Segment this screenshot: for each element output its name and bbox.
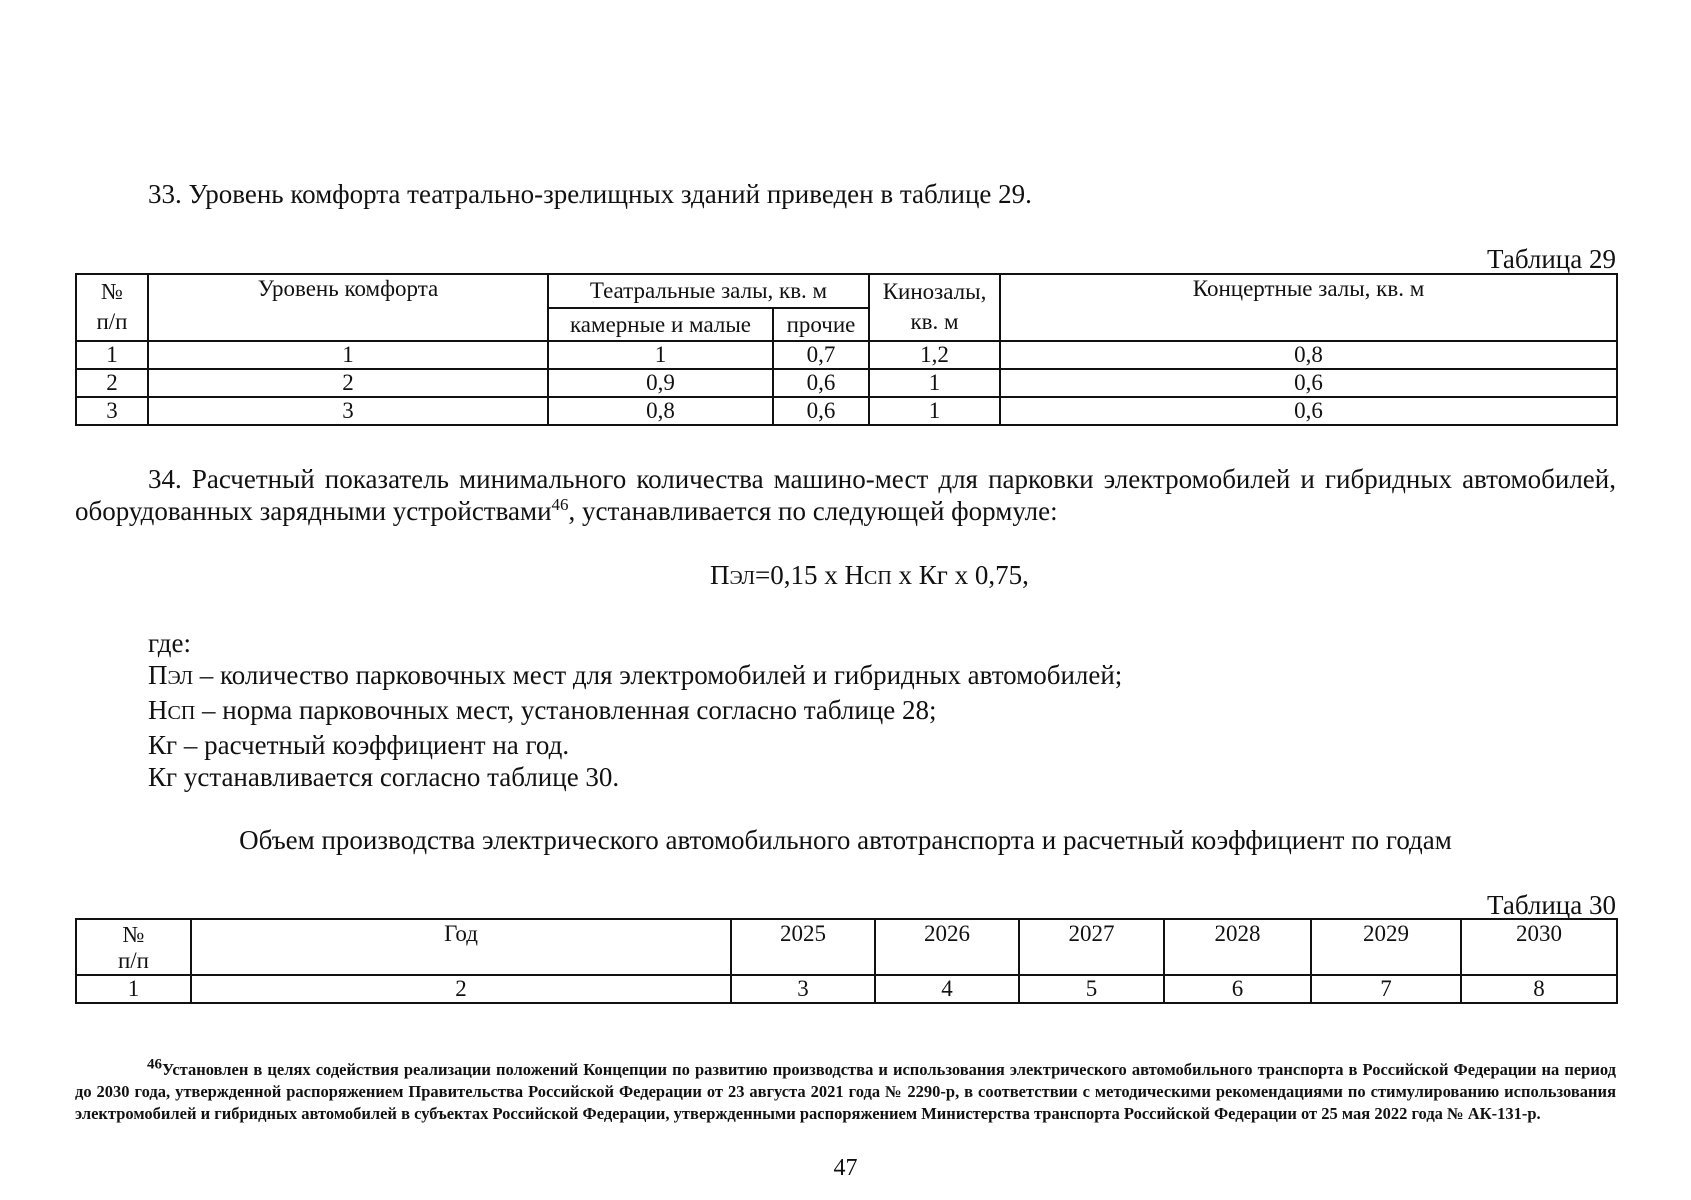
t30-cell: 5 (1019, 975, 1164, 1003)
formula-p: П (710, 560, 730, 590)
table-30-caption: Таблица 30 (1487, 890, 1616, 920)
footnote-ref-46[interactable]: 46 (551, 495, 569, 514)
t30-header-num (76, 919, 191, 975)
definitions-block (148, 627, 1598, 793)
t30-header-2030: 2030 (1461, 919, 1617, 975)
t30-cell: 3 (731, 975, 875, 1003)
definition-n-sp (148, 694, 1598, 729)
t29-cell: 1 (869, 397, 1000, 425)
formula (710, 560, 1310, 591)
t29-header-num (76, 274, 148, 341)
table-29 (75, 273, 1618, 426)
table-30 (75, 918, 1618, 1004)
t29-cell: 0,7 (773, 341, 869, 369)
t29-header-chamber: камерные и малые (548, 308, 773, 341)
t29-cell: 1,2 (869, 341, 1000, 369)
def2-text: – норма парковочных мест, установленная согласно таблице 28; (195, 695, 937, 725)
t29-cell: 0,6 (773, 397, 869, 425)
t30-header-2026: 2026 (875, 919, 1019, 975)
t30-header-2027: 2027 (1019, 919, 1164, 975)
t29-header-level: Уровень комфорта (148, 274, 548, 341)
t29-cell: 0,9 (548, 369, 773, 397)
t29-cell: 2 (148, 369, 548, 397)
t30-header-2028: 2028 (1164, 919, 1311, 975)
section-33-text: 33. Уровень комфорта театрально-зрелищных зданий приведен в таблице 29. (148, 179, 1032, 209)
t29-header-other: прочие (773, 308, 869, 341)
definition-kg-source: Кг устанавливается согласно таблице 30. (148, 762, 620, 792)
section-34-text-b: , устанавливается по следующей формуле: (568, 496, 1058, 526)
def2-n: Н (148, 695, 168, 725)
footnote-text: Установлен в целях содействия реализации положений Концепции по развитию производства и использования электрического автомобильного транспорта в Российской Федерации на период до 2030 года, утвержденной распоряжением Правительства Российской Федерации от 23 августа 2021 года № 2290-р, в соответствии с методическими рекомендациями по стимулированию использования электромобилей и гибридных автомобилей в субъектах Российской Федерации, утвержденными распоряжением Министерства транспорта Российской Федерации от 25 мая 2022 года № АК-131-р. (75, 1060, 1616, 1123)
table-row (76, 369, 1617, 397)
page-number: 47 (833, 1155, 858, 1181)
t30-header-year: Год (191, 919, 731, 975)
definition-kg: Кг – расчетный коэффициент на год. (148, 730, 570, 760)
t29-header-cinema-text: Кинозалы, кв. м (882, 279, 987, 334)
definition-p-el (148, 659, 1598, 694)
footnote-46 (75, 1056, 1616, 1125)
t30-header-num-text: № п/п (117, 922, 149, 973)
table-row (76, 975, 1617, 1003)
table-29-caption: Таблица 29 (1487, 244, 1616, 274)
t29-cell: 1 (76, 341, 148, 369)
footnote-ref-mark: 46 (147, 1056, 162, 1073)
section-34-paragraph (75, 463, 1616, 527)
t30-header-2025: 2025 (731, 919, 875, 975)
formula-part1: =0,15 х Н (755, 560, 864, 590)
t29-cell: 1 (148, 341, 548, 369)
section-34-text-a: 34. Расчетный показатель минимального количества машино-мест для парковки электромобилей и гибридных автомобилей, оборудованных зарядными устройствами (75, 464, 1616, 526)
t29-cell: 2 (76, 369, 148, 397)
t29-header-theatre: Театральные залы, кв. м (548, 274, 869, 308)
t30-cell: 7 (1311, 975, 1461, 1003)
t29-header-cinema (869, 274, 1000, 341)
formula-p-sub: ЭЛ (729, 567, 756, 589)
t30-cell: 8 (1461, 975, 1617, 1003)
t29-cell: 0,6 (1000, 369, 1617, 397)
def1-text: – количество парковочных мест для электромобилей и гибридных автомобилей; (193, 660, 1123, 690)
t30-cell: 6 (1164, 975, 1311, 1003)
t29-cell: 1 (548, 341, 773, 369)
t29-cell: 0,6 (773, 369, 869, 397)
t29-cell: 3 (76, 397, 148, 425)
def1-sub: ЭЛ (167, 667, 194, 689)
t29-cell: 1 (869, 369, 1000, 397)
where-label: где: (148, 628, 191, 658)
def2-sub: СП (167, 702, 196, 724)
t29-cell: 0,6 (1000, 397, 1617, 425)
t29-cell: 0,8 (1000, 341, 1617, 369)
formula-n-sub: СП (864, 567, 892, 589)
table-row (76, 397, 1617, 425)
t29-header-num-text: № п/п (96, 279, 128, 334)
t30-cell: 2 (191, 975, 731, 1003)
table-row (76, 341, 1617, 369)
t30-cell: 4 (875, 975, 1019, 1003)
t30-cell: 1 (76, 975, 191, 1003)
formula-part2: х Кг х 0,75, (891, 560, 1029, 590)
def1-p: П (148, 660, 168, 690)
t29-cell: 3 (148, 397, 548, 425)
table-30-title: Объем производства электрического автомобильного автотранспорта и расчетный коэффициент по годам (239, 825, 1452, 855)
t29-header-concert: Концертные залы, кв. м (1000, 274, 1617, 341)
t30-header-2029: 2029 (1311, 919, 1461, 975)
t29-cell: 0,8 (548, 397, 773, 425)
